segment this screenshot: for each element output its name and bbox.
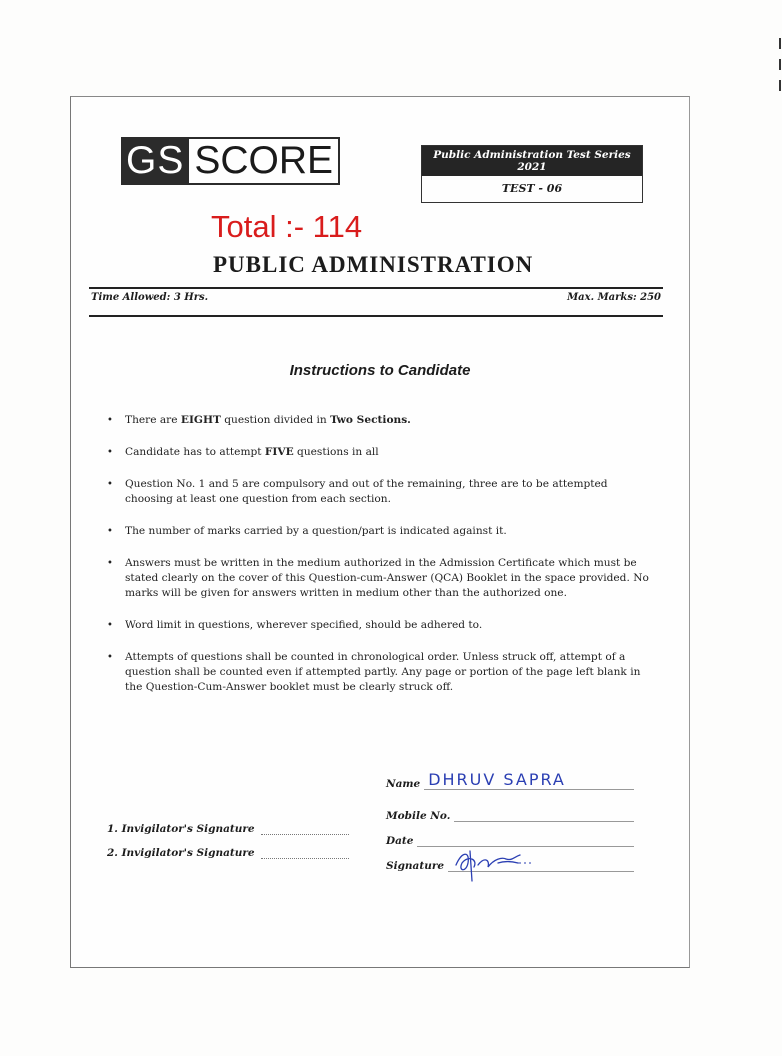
test-label: TEST - 06 (501, 182, 563, 195)
exam-meta (91, 292, 661, 303)
total-score: Total :- 114 (211, 209, 363, 244)
invigilator-1-line[interactable] (261, 824, 349, 835)
invigilator-2-line[interactable] (261, 848, 349, 859)
mobile-label: Mobile No. (386, 810, 451, 822)
signature-label: Signature (386, 860, 445, 872)
instruction-item: • Answers must be written in the medium authorized in the Admission Certificate which must be stated clearly on the cover of this Question-cum-Answer (QCA) Booklet in the space provided. No marks will be given for answers written in medium other than the authorized one. (113, 556, 653, 601)
gs-score-logo (121, 137, 340, 185)
instruction-item: • The number of marks carried by a question/part is indicated against it. (113, 524, 653, 539)
instruction-item: • Attempts of questions shall be counted in chronological order. Unless struck off, attempt of a question shall be counted even if attempted partly. Any page or portion of the page left blank in the Question-Cum-Answer booklet must be clearly struck off. (113, 650, 653, 695)
time-allowed: Time Allowed: 3 Hrs. (91, 292, 209, 303)
instructions-title: Instructions to Candidate (289, 362, 471, 379)
invigilator-signature-2 (107, 847, 349, 859)
subject-title: PUBLIC ADMINISTRATION (213, 252, 534, 277)
handwritten-name: DHRUV SAPRA (428, 770, 566, 789)
instruction-item: • Question No. 1 and 5 are compulsory and out of the remaining, three are to be attempted choosing at least one question from each section. (113, 477, 653, 507)
mobile-line[interactable] (454, 809, 634, 822)
mobile-field[interactable] (386, 809, 634, 822)
rule-bottom (89, 315, 663, 317)
signature-field[interactable] (386, 859, 634, 872)
instruction-item: • There are EIGHT question divided in Two Sections. (113, 413, 653, 428)
logo-score: SCORE (189, 137, 340, 185)
instruction-item: • Word limit in questions, wherever specified, should be adhered to. (113, 618, 653, 633)
handwritten-signature (448, 845, 538, 885)
signature-line[interactable] (448, 859, 634, 872)
instructions-list (113, 413, 653, 712)
series-title: Public Administration Test Series 2021 (422, 146, 642, 176)
name-field[interactable] (386, 770, 634, 790)
max-marks: Max. Marks: 250 (567, 292, 661, 303)
name-line[interactable] (424, 770, 634, 790)
name-label: Name (386, 778, 421, 790)
instruction-item: • Candidate has to attempt FIVE questions in all (113, 445, 653, 460)
test-series-box (421, 145, 643, 203)
rule-top (89, 287, 663, 289)
invigilator-2-label: 2. Invigilator's Signature (107, 847, 255, 859)
logo-gs: GS (121, 137, 189, 185)
date-label: Date (386, 835, 414, 847)
invigilator-signature-1 (107, 823, 349, 835)
invigilator-1-label: 1. Invigilator's Signature (107, 823, 255, 835)
answer-booklet-cover (70, 96, 690, 968)
